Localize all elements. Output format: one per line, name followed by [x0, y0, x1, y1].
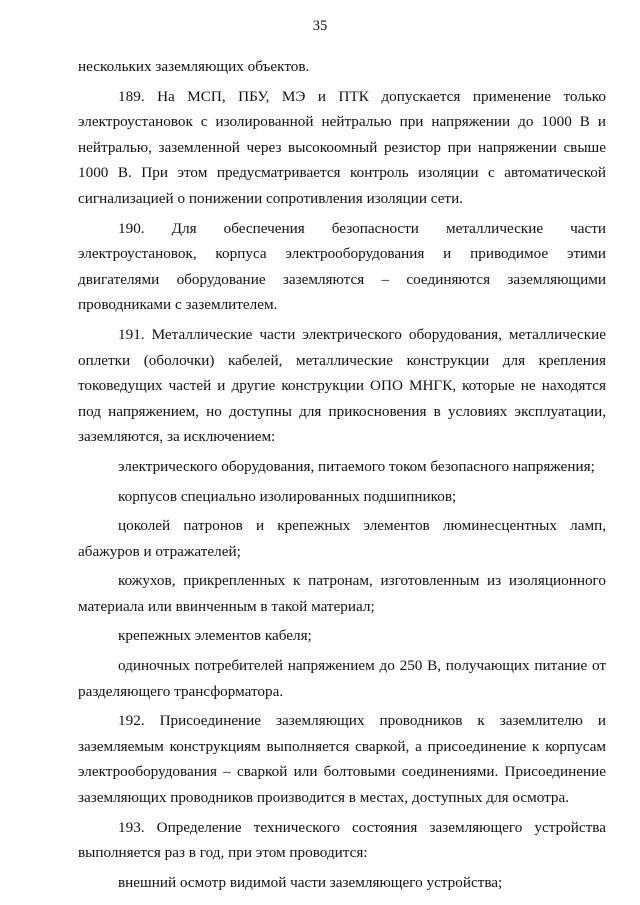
- list-item: крепежных элементов кабеля;: [118, 627, 312, 645]
- paragraph: 189. На МСП, ПБУ, МЭ и ПТК допускается применение только электроустановок с изолированной нейтралью при напряжении до 1000 В и нейтралью, заземленной через высокоомный резистор при напряжении свыше 1000 В. При этом предусматривается контроль изоляции с автоматической сигнализацией о понижении сопротивления изоляции сети.: [78, 87, 606, 207]
- paragraph: 191. Металлические части электрического оборудования, металлические оплетки (оболочки) кабелей, металлические конструкции для крепления токоведущих частей и другие конструкции ОПО МНГК, которые не находятся под напряжением, но доступны для прикосновения в условиях эксплуатации, заземляются, за исключением:: [78, 325, 606, 446]
- document-body: [78, 54, 606, 899]
- paragraph: нескольких заземляющих объектов.: [78, 58, 310, 75]
- paragraph: 190. Для обеспечения безопасности металлические части электроустановок, корпуса электрооборудования и приводимое этими двигателями оборудование заземляются – соединяются заземляющими проводниками с заземлителем.: [78, 219, 606, 314]
- list-item: цоколей патронов и крепежных элементов люминесцентных ламп, абажуров и отражателей;: [78, 517, 606, 560]
- list-item: внешний осмотр видимой части заземляющего устройства;: [118, 873, 503, 891]
- list-item: корпусов специально изолированных подшипников;: [118, 487, 457, 505]
- page-number: 35: [312, 18, 328, 34]
- list-item: электрического оборудования, питаемого током безопасного напряжения;: [118, 457, 595, 475]
- list-item: кожухов, прикрепленных к патронам, изготовленным из изоляционного материала или ввинченным в такой материал;: [78, 572, 606, 615]
- paragraph: 192. Присоединение заземляющих проводников к заземлителю и заземляемым конструкциям выполняется сваркой, а присоединение к корпусам электрооборудования – сваркой или болтовыми соединениями. Присоединение заземляющих проводников производится в местах, доступных для осмотра.: [78, 712, 606, 807]
- paragraph: 193. Определение технического состояния заземляющего устройства выполняется раз в год, при этом проводится:: [78, 818, 606, 862]
- list-item: одиночных потребителей напряжением до 250 В, получающих питание от разделяющего трансформатора.: [78, 657, 606, 700]
